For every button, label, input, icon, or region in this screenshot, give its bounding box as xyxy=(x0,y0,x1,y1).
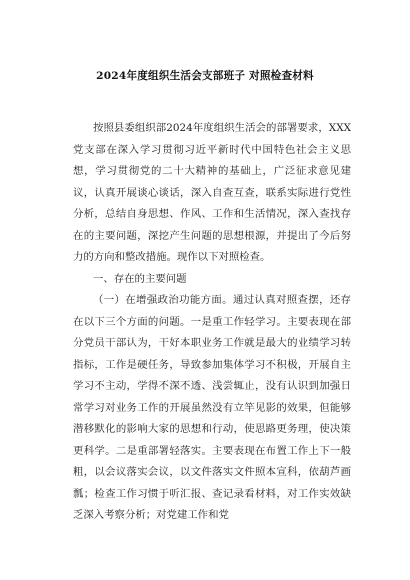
subsection-text: 在增强政治功能方面。通过认真对照查摆，还存在以下三个方面的问题。一是重工作轻学习。主要表现在部分党员干部认为，干好本职业务工作就是最大的业绩学习转指标，工作是硬任务，导致参加集体学习不积极，开展自主学习不主动，学得不深不透、浅尝辄止，没有认识到加强日常学习对业务工作的开展虽然没有立竿见影的效果，但能够潜移默化的影响大家的思想和行动，使思路更务理，使决策更科学。二是重部署轻落实。主要表现在布置工作上下一般粗，以会议落实会议，以文件落实文件照本宣科，依葫芦画瓢；检查工作习惯于听汇报、查记录看材料，对工作实效缺乏深入考察分析；对党建工作和党 xyxy=(73,294,351,521)
subsection-label: （一） xyxy=(93,294,126,306)
section-heading: 一、存在的主要问题 xyxy=(93,272,187,285)
document-body xyxy=(73,118,351,527)
intro-paragraph: 按照县委组织部2024年度组织生活会的部署要求，XXX党支部在深入学习贯彻习近平新时代中国特色社会主义思想，学习贯彻党的二十大精神的基础上，广泛征求意见建议，认真开展谈心谈话，深入自查互查，联系实际进行党性分析，总结自身思想、作风、工作和生活情况，深入查找存在的主要问题，深挖产生问题的思想根源，并提出了今后努力的方向和整改措施。现作以下对照检查。 xyxy=(73,122,351,263)
subsection-paragraph xyxy=(73,290,351,527)
document-title: 2024年度组织生活会支部班子 对照检查材料 xyxy=(96,70,314,82)
